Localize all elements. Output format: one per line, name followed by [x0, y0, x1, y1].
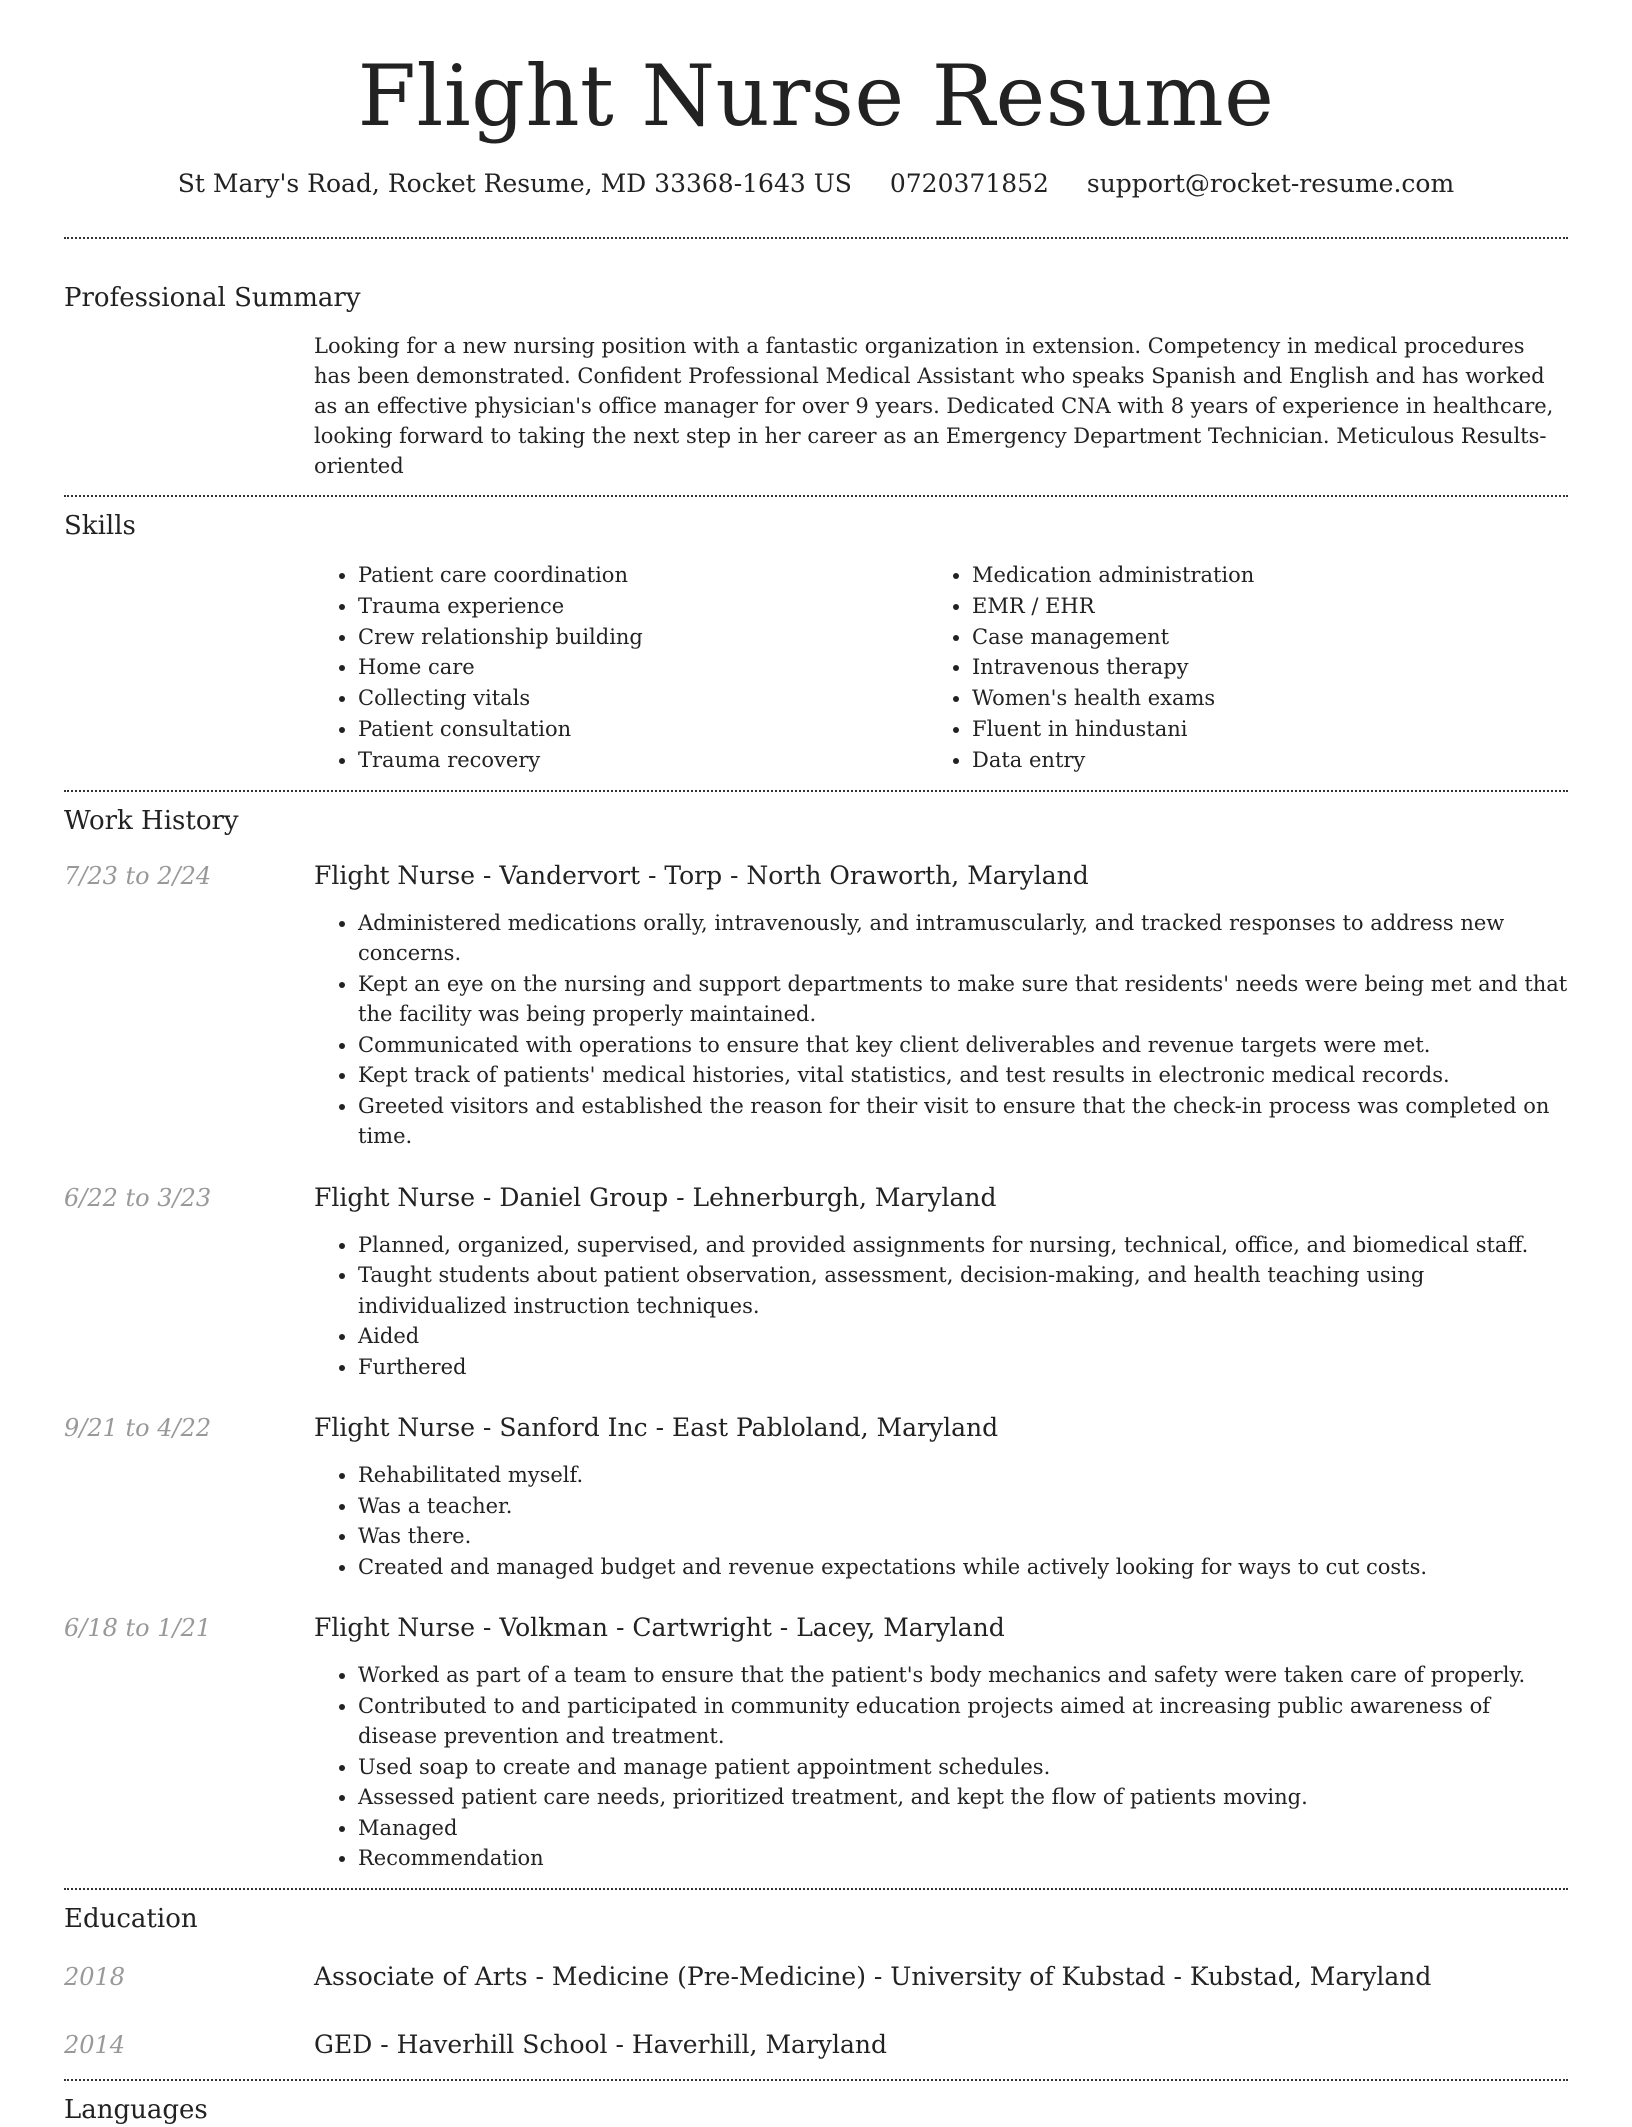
job-bullet: • Communicated with operations to ensure that key client deliverables and revenue targets were met.: [358, 1030, 1568, 1061]
education-entry: [64, 1961, 1568, 1993]
contact-phone: 0720371852: [889, 169, 1049, 198]
job-bullets: [314, 1460, 1568, 1582]
job-bullet: • Aided: [358, 1321, 1568, 1352]
resume-title: Flight Nurse Resume: [357, 47, 1275, 145]
job-bullet: • Kept track of patients' medical histories, vital statistics, and test results in electronic medical records.: [358, 1060, 1568, 1091]
skill-item: • Patient care coordination: [358, 560, 928, 591]
job-body: [314, 1612, 1568, 1874]
job-body: [314, 1412, 1568, 1582]
skills-heading: Skills: [64, 511, 136, 541]
job-bullet: • Managed: [358, 1813, 1568, 1844]
job-bullet: • Furthered: [358, 1352, 1568, 1383]
skills-columns: [314, 560, 1568, 776]
work-heading: Work History: [64, 805, 239, 836]
job-bullet: • Was a teacher.: [358, 1491, 1568, 1522]
resume-header: [0, 0, 1632, 200]
contact-email: support@rocket-resume.com: [1086, 169, 1455, 198]
job-title: Flight Nurse - Daniel Group - Lehnerburgh, Maryland: [314, 1182, 997, 1212]
skill-item: • Fluent in hindustani: [972, 714, 1542, 745]
job-bullet: • Administered medications orally, intravenously, and intramuscularly, and tracked responses to address new concerns.: [358, 908, 1568, 969]
contact-line: [0, 168, 1632, 200]
job-bullet: • Rehabilitated myself.: [358, 1460, 1568, 1491]
job-body: [314, 1182, 1568, 1383]
job-bullet: • Created and managed budget and revenue expectations while actively looking for ways to cut costs.: [358, 1552, 1568, 1583]
skill-item: • Collecting vitals: [358, 683, 928, 714]
section-divider: [64, 495, 1568, 497]
education-year: 2018: [64, 1962, 126, 1991]
skill-item: • Patient consultation: [358, 714, 928, 745]
work-section: [0, 804, 1632, 1874]
summary-content: [314, 331, 1568, 481]
job-bullets: [314, 1660, 1568, 1874]
summary-section: [0, 281, 1632, 481]
education-entry: [64, 2029, 1568, 2061]
job-dates: 9/21 to 4/22: [64, 1414, 212, 1443]
job-bullets: [314, 1230, 1568, 1383]
job-bullet: • Used soap to create and manage patient appointment schedules.: [358, 1752, 1568, 1783]
job-bullet: • Worked as part of a team to ensure that the patient's body mechanics and safety were taken care of properly.: [358, 1660, 1568, 1691]
skill-item: • Data entry: [972, 745, 1542, 776]
job-title: Flight Nurse - Volkman - Cartwright - Lacey, Maryland: [314, 1613, 1005, 1643]
skill-item: • Intravenous therapy: [972, 652, 1542, 683]
skill-item: • Medication administration: [972, 560, 1542, 591]
education-title: Associate of Arts - Medicine (Pre-Medicine) - University of Kubstad - Kubstad, Maryland: [314, 1961, 1432, 1991]
skill-item: • EMR / EHR: [972, 591, 1542, 622]
summary-text: Looking for a new nursing position with a fantastic organization in extension. Competency in medical procedures has been demonstrated. Confident Professional Medical Assistant who speaks Spanish and English and has worked as an effective physician's office manager for over 9 years. Dedicated CNA with 8 years of experience in healthcare, looking forward to taking the next step in her career as an Emergency Department Technician. Meticulous Results-oriented: [314, 334, 1554, 478]
education-section: [0, 1902, 1632, 2061]
skill-item: • Trauma experience: [358, 591, 928, 622]
education-title: GED - Haverhill School - Haverhill, Maryland: [314, 2029, 888, 2059]
skills-list-right: [928, 560, 1542, 776]
skill-item: • Case management: [972, 622, 1542, 653]
job-bullet: • Kept an eye on the nursing and support departments to make sure that residents' needs were being met and that the facility was being properly maintained.: [358, 969, 1568, 1030]
job-entry: [64, 860, 1568, 1152]
job-bullet: • Assessed patient care needs, prioritized treatment, and kept the flow of patients moving.: [358, 1782, 1568, 1813]
skills-list-left: [314, 560, 928, 776]
job-bullet: • Taught students about patient observation, assessment, decision-making, and health teaching using individualized instruction techniques.: [358, 1260, 1568, 1321]
languages-section: [0, 2093, 1632, 2127]
skill-item: • Crew relationship building: [358, 622, 928, 653]
section-divider: [64, 1888, 1568, 1890]
job-bullet: • Was there.: [358, 1521, 1568, 1552]
job-bullets: [314, 908, 1568, 1152]
job-body: [314, 860, 1568, 1152]
languages-heading: Languages: [64, 2094, 208, 2125]
skills-section: [0, 509, 1632, 776]
section-divider: [64, 2079, 1568, 2081]
job-title: Flight Nurse - Vandervort - Torp - North Oraworth, Maryland: [314, 860, 1089, 890]
job-entry: [64, 1612, 1568, 1874]
contact-address: St Mary's Road, Rocket Resume, MD 33368-1643 US: [177, 169, 852, 198]
section-divider: [64, 237, 1568, 239]
job-title: Flight Nurse - Sanford Inc - East Pabloland, Maryland: [314, 1413, 999, 1443]
summary-heading: Professional Summary: [64, 283, 361, 313]
job-entry: [64, 1182, 1568, 1383]
skill-item: • Home care: [358, 652, 928, 683]
job-bullet: • Recommendation: [358, 1843, 1568, 1874]
job-entry: [64, 1412, 1568, 1582]
job-dates: 6/18 to 1/21: [64, 1614, 212, 1643]
job-dates: 6/22 to 3/23: [64, 1183, 212, 1212]
section-divider: [64, 790, 1568, 792]
education-heading: Education: [64, 1903, 198, 1934]
education-year: 2014: [64, 2030, 126, 2059]
job-dates: 7/23 to 2/24: [64, 861, 212, 890]
skill-item: • Trauma recovery: [358, 745, 928, 776]
job-bullet: • Contributed to and participated in community education projects aimed at increasing public awareness of disease prevention and treatment.: [358, 1691, 1568, 1752]
skill-item: • Women's health exams: [972, 683, 1542, 714]
job-bullet: • Greeted visitors and established the reason for their visit to ensure that the check-in process was completed on time.: [358, 1091, 1568, 1152]
job-bullet: • Planned, organized, supervised, and provided assignments for nursing, technical, office, and biomedical staff.: [358, 1230, 1568, 1261]
